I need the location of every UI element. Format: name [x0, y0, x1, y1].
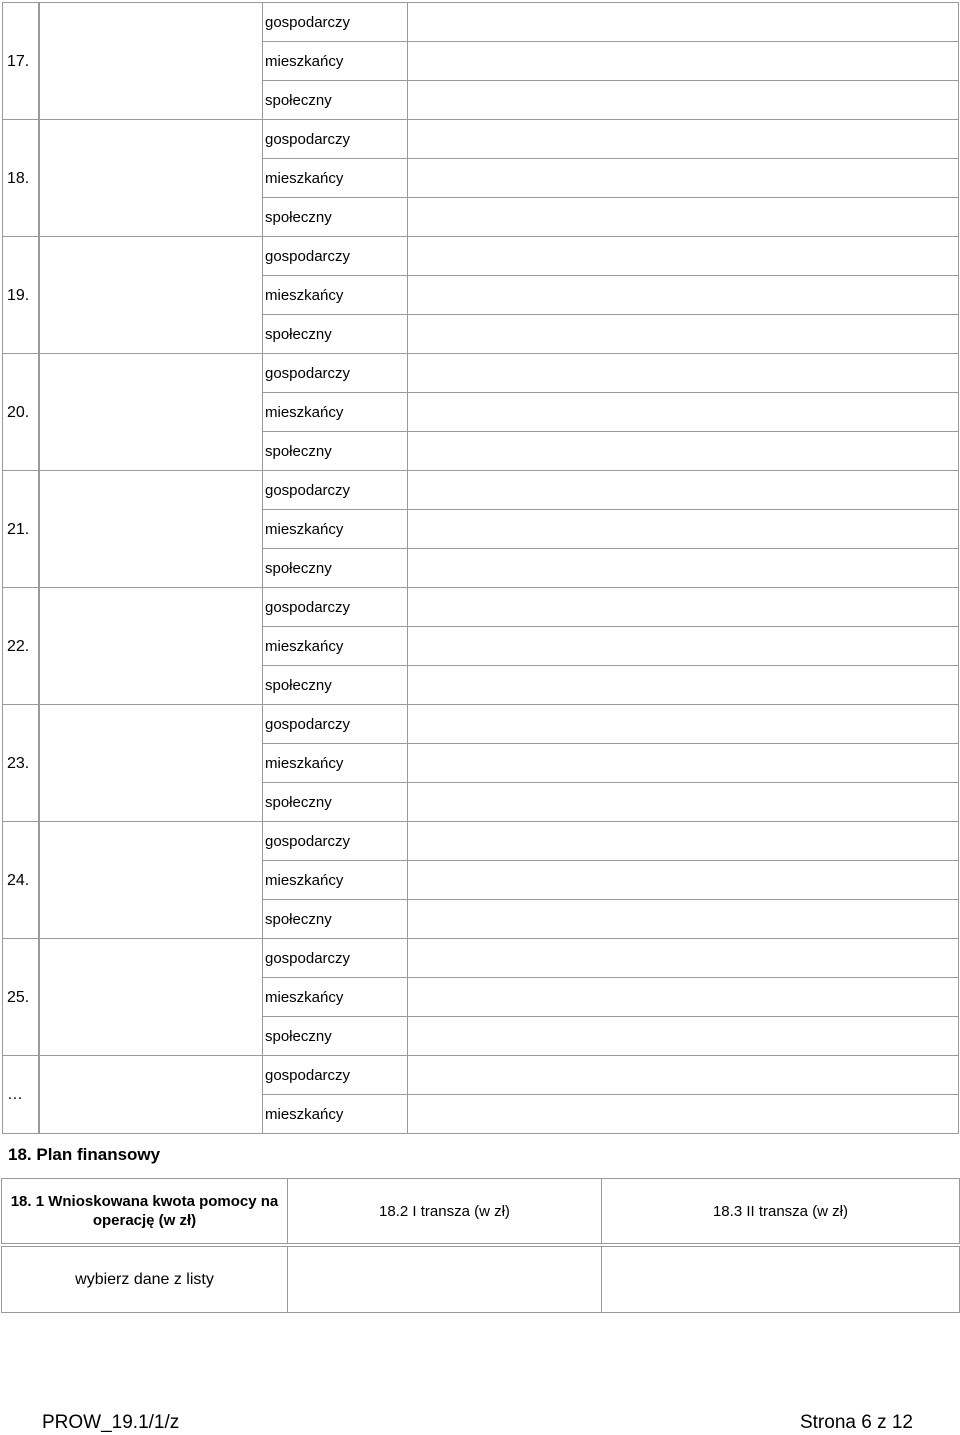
row-number: 24.: [3, 822, 40, 939]
value-cell[interactable]: [408, 315, 959, 354]
financial-plan-title: 18. Plan finansowy: [8, 1145, 161, 1164]
value-cell[interactable]: [408, 627, 959, 666]
aspect-label: mieszkańcy: [263, 861, 408, 900]
description-cell[interactable]: [39, 237, 263, 354]
table-row: [3, 3, 959, 42]
value-cell[interactable]: [408, 81, 959, 120]
aspect-label: gospodarczy: [263, 822, 408, 861]
value-cell[interactable]: [408, 666, 959, 705]
table-row: [3, 354, 959, 393]
row-number: 18.: [3, 120, 40, 237]
value-cell[interactable]: [408, 1056, 959, 1095]
tranche-2-header: 18.3 II transza (w zł): [602, 1179, 960, 1244]
value-cell[interactable]: [408, 744, 959, 783]
aspect-label: gospodarczy: [263, 237, 408, 276]
table-row: [3, 237, 959, 276]
aspect-label: społeczny: [263, 198, 408, 237]
table-row: [3, 588, 959, 627]
row-number: 23.: [3, 705, 40, 822]
value-cell[interactable]: [408, 276, 959, 315]
row-number: 20.: [3, 354, 40, 471]
table-row: [3, 120, 959, 159]
value-cell[interactable]: [408, 42, 959, 81]
financial-plan-values-row: [2, 1247, 960, 1313]
form-code: PROW_19.1/1/z: [42, 1412, 180, 1433]
aspect-label: gospodarczy: [263, 588, 408, 627]
description-cell[interactable]: [39, 822, 263, 939]
aspect-label: społeczny: [263, 783, 408, 822]
tranche-1-header: 18.2 I transza (w zł): [288, 1179, 602, 1244]
value-cell[interactable]: [408, 354, 959, 393]
value-cell[interactable]: [408, 159, 959, 198]
value-cell[interactable]: [408, 510, 959, 549]
table-row: [3, 705, 959, 744]
row-number: 17.: [3, 3, 40, 120]
aspect-label: gospodarczy: [263, 471, 408, 510]
aspect-label: mieszkańcy: [263, 978, 408, 1017]
table-row: [3, 471, 959, 510]
row-number: 25.: [3, 939, 40, 1056]
tranche-2-field[interactable]: [602, 1247, 960, 1313]
financial-plan-table: [1, 1178, 960, 1313]
row-number: 22.: [3, 588, 40, 705]
objectives-table: [2, 2, 959, 1134]
value-cell[interactable]: [408, 3, 959, 42]
description-cell[interactable]: [39, 939, 263, 1056]
aspect-label: mieszkańcy: [263, 276, 408, 315]
aspect-label: społeczny: [263, 549, 408, 588]
value-cell[interactable]: [408, 1017, 959, 1056]
objectives-table-body: [3, 3, 959, 1134]
aspect-label: gospodarczy: [263, 354, 408, 393]
aspect-label: mieszkańcy: [263, 1095, 408, 1134]
tranche-1-field[interactable]: [288, 1247, 602, 1313]
aspect-label: mieszkańcy: [263, 627, 408, 666]
aspect-label: społeczny: [263, 81, 408, 120]
value-cell[interactable]: [408, 783, 959, 822]
aspect-label: mieszkańcy: [263, 42, 408, 81]
description-cell[interactable]: [39, 588, 263, 705]
table-row: [3, 1056, 959, 1095]
value-cell[interactable]: [408, 705, 959, 744]
value-cell[interactable]: [408, 900, 959, 939]
description-cell[interactable]: [39, 1056, 263, 1134]
row-number: 21.: [3, 471, 40, 588]
description-cell[interactable]: [39, 3, 263, 120]
aspect-label: społeczny: [263, 1017, 408, 1056]
aspect-label: społeczny: [263, 666, 408, 705]
row-number: 19.: [3, 237, 40, 354]
aspect-label: gospodarczy: [263, 120, 408, 159]
value-cell[interactable]: [408, 588, 959, 627]
value-cell[interactable]: [408, 1095, 959, 1134]
value-cell[interactable]: [408, 237, 959, 276]
value-cell[interactable]: [408, 198, 959, 237]
requested-amount-header: 18. 1 Wnioskowana kwota pomocy na operację (w zł): [2, 1179, 288, 1244]
aspect-label: mieszkańcy: [263, 744, 408, 783]
aspect-label: społeczny: [263, 900, 408, 939]
aspect-label: gospodarczy: [263, 705, 408, 744]
value-cell[interactable]: [408, 393, 959, 432]
value-cell[interactable]: [408, 978, 959, 1017]
aspect-label: społeczny: [263, 315, 408, 354]
financial-plan-header-row: [2, 1179, 960, 1244]
aspect-label: gospodarczy: [263, 1056, 408, 1095]
page-number: Strona 6 z 12: [799, 1412, 913, 1433]
description-cell[interactable]: [39, 120, 263, 237]
value-cell[interactable]: [408, 549, 959, 588]
table-row: [3, 822, 959, 861]
value-cell[interactable]: [408, 471, 959, 510]
description-cell[interactable]: [39, 705, 263, 822]
requested-amount-select[interactable]: wybierz dane z listy: [2, 1247, 288, 1313]
row-number: …: [3, 1056, 40, 1134]
value-cell[interactable]: [408, 939, 959, 978]
value-cell[interactable]: [408, 120, 959, 159]
value-cell[interactable]: [408, 861, 959, 900]
value-cell[interactable]: [408, 432, 959, 471]
aspect-label: mieszkańcy: [263, 393, 408, 432]
value-cell[interactable]: [408, 822, 959, 861]
aspect-label: gospodarczy: [263, 3, 408, 42]
description-cell[interactable]: [39, 354, 263, 471]
aspect-label: mieszkańcy: [263, 510, 408, 549]
aspect-label: mieszkańcy: [263, 159, 408, 198]
aspect-label: gospodarczy: [263, 939, 408, 978]
description-cell[interactable]: [39, 471, 263, 588]
table-row: [3, 939, 959, 978]
aspect-label: społeczny: [263, 432, 408, 471]
